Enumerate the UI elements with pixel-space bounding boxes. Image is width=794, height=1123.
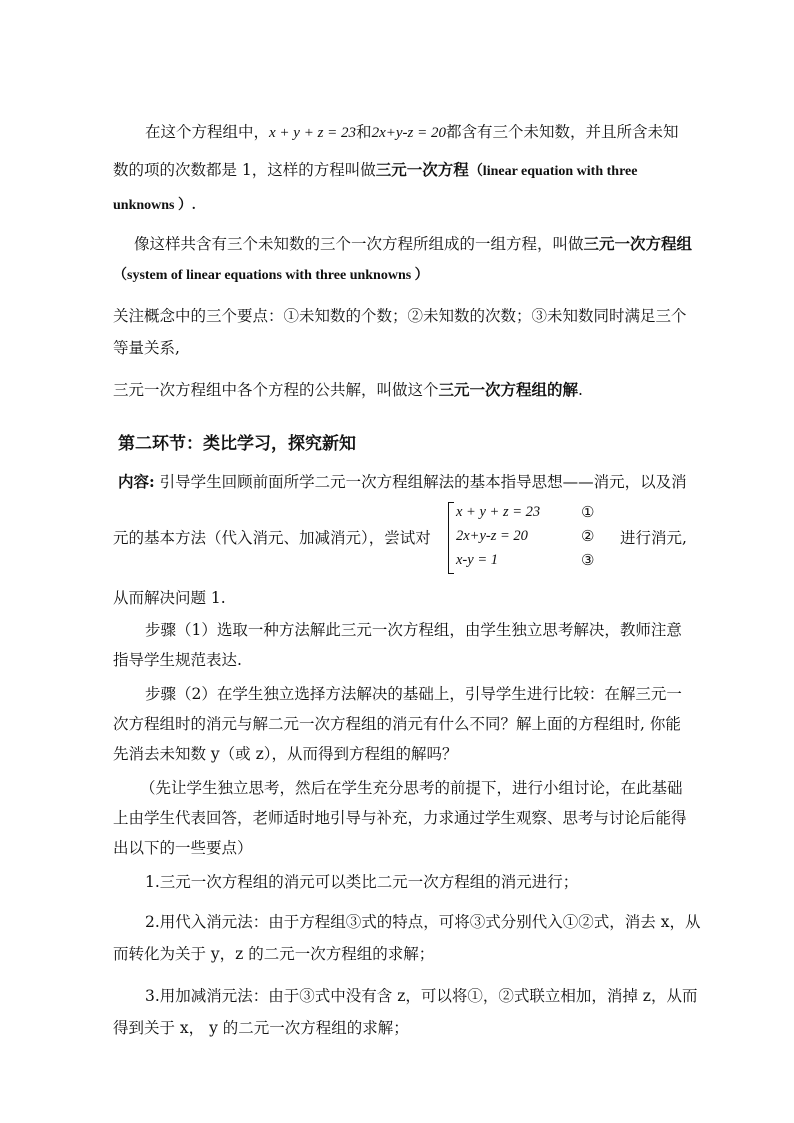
system-equation-1: x + y + z = 23	[456, 504, 541, 520]
point-1: 1.三元一次方程组的消元可以类比二元一次方程组的消元进行；	[145, 873, 579, 891]
system-definition-line-2: （system of linear equations with three unknowns ）	[113, 268, 429, 283]
definition-paragraph-line-1: 在这个方程组中，x + y + z = 23和2x+y-z = 20都含有三个未知数，并且所含未知	[145, 123, 679, 141]
system-brace	[448, 502, 454, 574]
point-2-line-2: 而转化为关于 y，z 的二元一次方程组的求解；	[113, 945, 435, 963]
step-2-line-3: 先消去未知数 y（或 z），从而得到方程组的解吗？	[113, 745, 458, 763]
system-equation-3: x-y = 1	[456, 552, 498, 568]
note-line-2: 上由学生代表回答，老师适时地引导与补充，力求通过学生观察、思考与讨论后能得	[113, 809, 687, 827]
step-2-line-1: 步骤（2）在学生独立选择方法解决的基础上，引导学生进行比较：在解三元一	[145, 685, 682, 703]
equation-inline-1: x + y + z = 23	[269, 125, 357, 141]
equation-number-1: ①	[581, 503, 595, 521]
section-heading: 第二环节：类比学习，探究新知	[118, 434, 356, 454]
key-points-line-2: 等量关系,	[113, 339, 180, 357]
equation-system	[448, 500, 612, 574]
step-1-line-1: 步骤（1）选取一种方法解此三元一次方程组，由学生独立思考解决，教师注意	[145, 621, 682, 639]
step-1-line-2: 指导学生规范表达.	[113, 651, 242, 669]
note-line-3: 出以下的一些要点）	[113, 839, 253, 857]
term-linear-system: 三元一次方程组	[583, 234, 693, 253]
term-linear-equation: 三元一次方程	[375, 160, 469, 179]
note-line-1: （先让学生独立思考，然后在学生充分思考的前提下，进行小组讨论，在此基础	[140, 779, 683, 797]
content-line-2a: 元的基本方法（代入消元、加减消元），尝试对	[113, 529, 431, 547]
content-line-2b: 进行消元,	[620, 529, 687, 547]
equation-number-3: ③	[581, 551, 595, 569]
system-equation-2: 2x+y-z = 20	[456, 528, 528, 544]
term-system-solution: 三元一次方程组的解	[438, 380, 579, 399]
definition-paragraph-line-2: 数的项的次数都是 1，这样的方程叫做三元一次方程（linear equation with three	[113, 160, 638, 179]
equation-number-2: ②	[581, 527, 595, 545]
content-label: 内容:	[118, 472, 155, 491]
equation-inline-2: 2x+y-z = 20	[371, 125, 446, 141]
content-line-3: 从而解决问题 1.	[113, 589, 226, 607]
content-line-1: 内容: 引导学生回顾前面所学二元一次方程组解法的基本指导思想——消元，以及消	[118, 472, 687, 491]
key-points-line-1: 关注概念中的三个要点：①未知数的个数；②未知数的次数；③未知数同时满足三个	[113, 307, 687, 325]
point-2-line-1: 2.用代入消元法：由于方程组③式的特点，可将③式分别代入①②式，消去 x，从	[145, 913, 701, 931]
point-3-line-1: 3.用加减消元法：由于③式中没有含 z，可以将①，②式联立相加，消掉 z，从而	[145, 987, 698, 1005]
point-3-line-2: 得到关于 x， y 的二元一次方程组的求解；	[113, 1019, 409, 1037]
step-2-line-2: 次方程组时的消元与解二元一次方程组的消元有什么不同？解上面的方程组时, 你能	[113, 715, 681, 733]
definition-paragraph-line-3: unknowns ）.	[113, 198, 196, 213]
system-definition-line-1: 像这样共含有三个未知数的三个一次方程所组成的一组方程，叫做三元一次方程组	[134, 234, 693, 253]
solution-definition: 三元一次方程组中各个方程的公共解，叫做这个三元一次方程组的解.	[113, 380, 583, 399]
